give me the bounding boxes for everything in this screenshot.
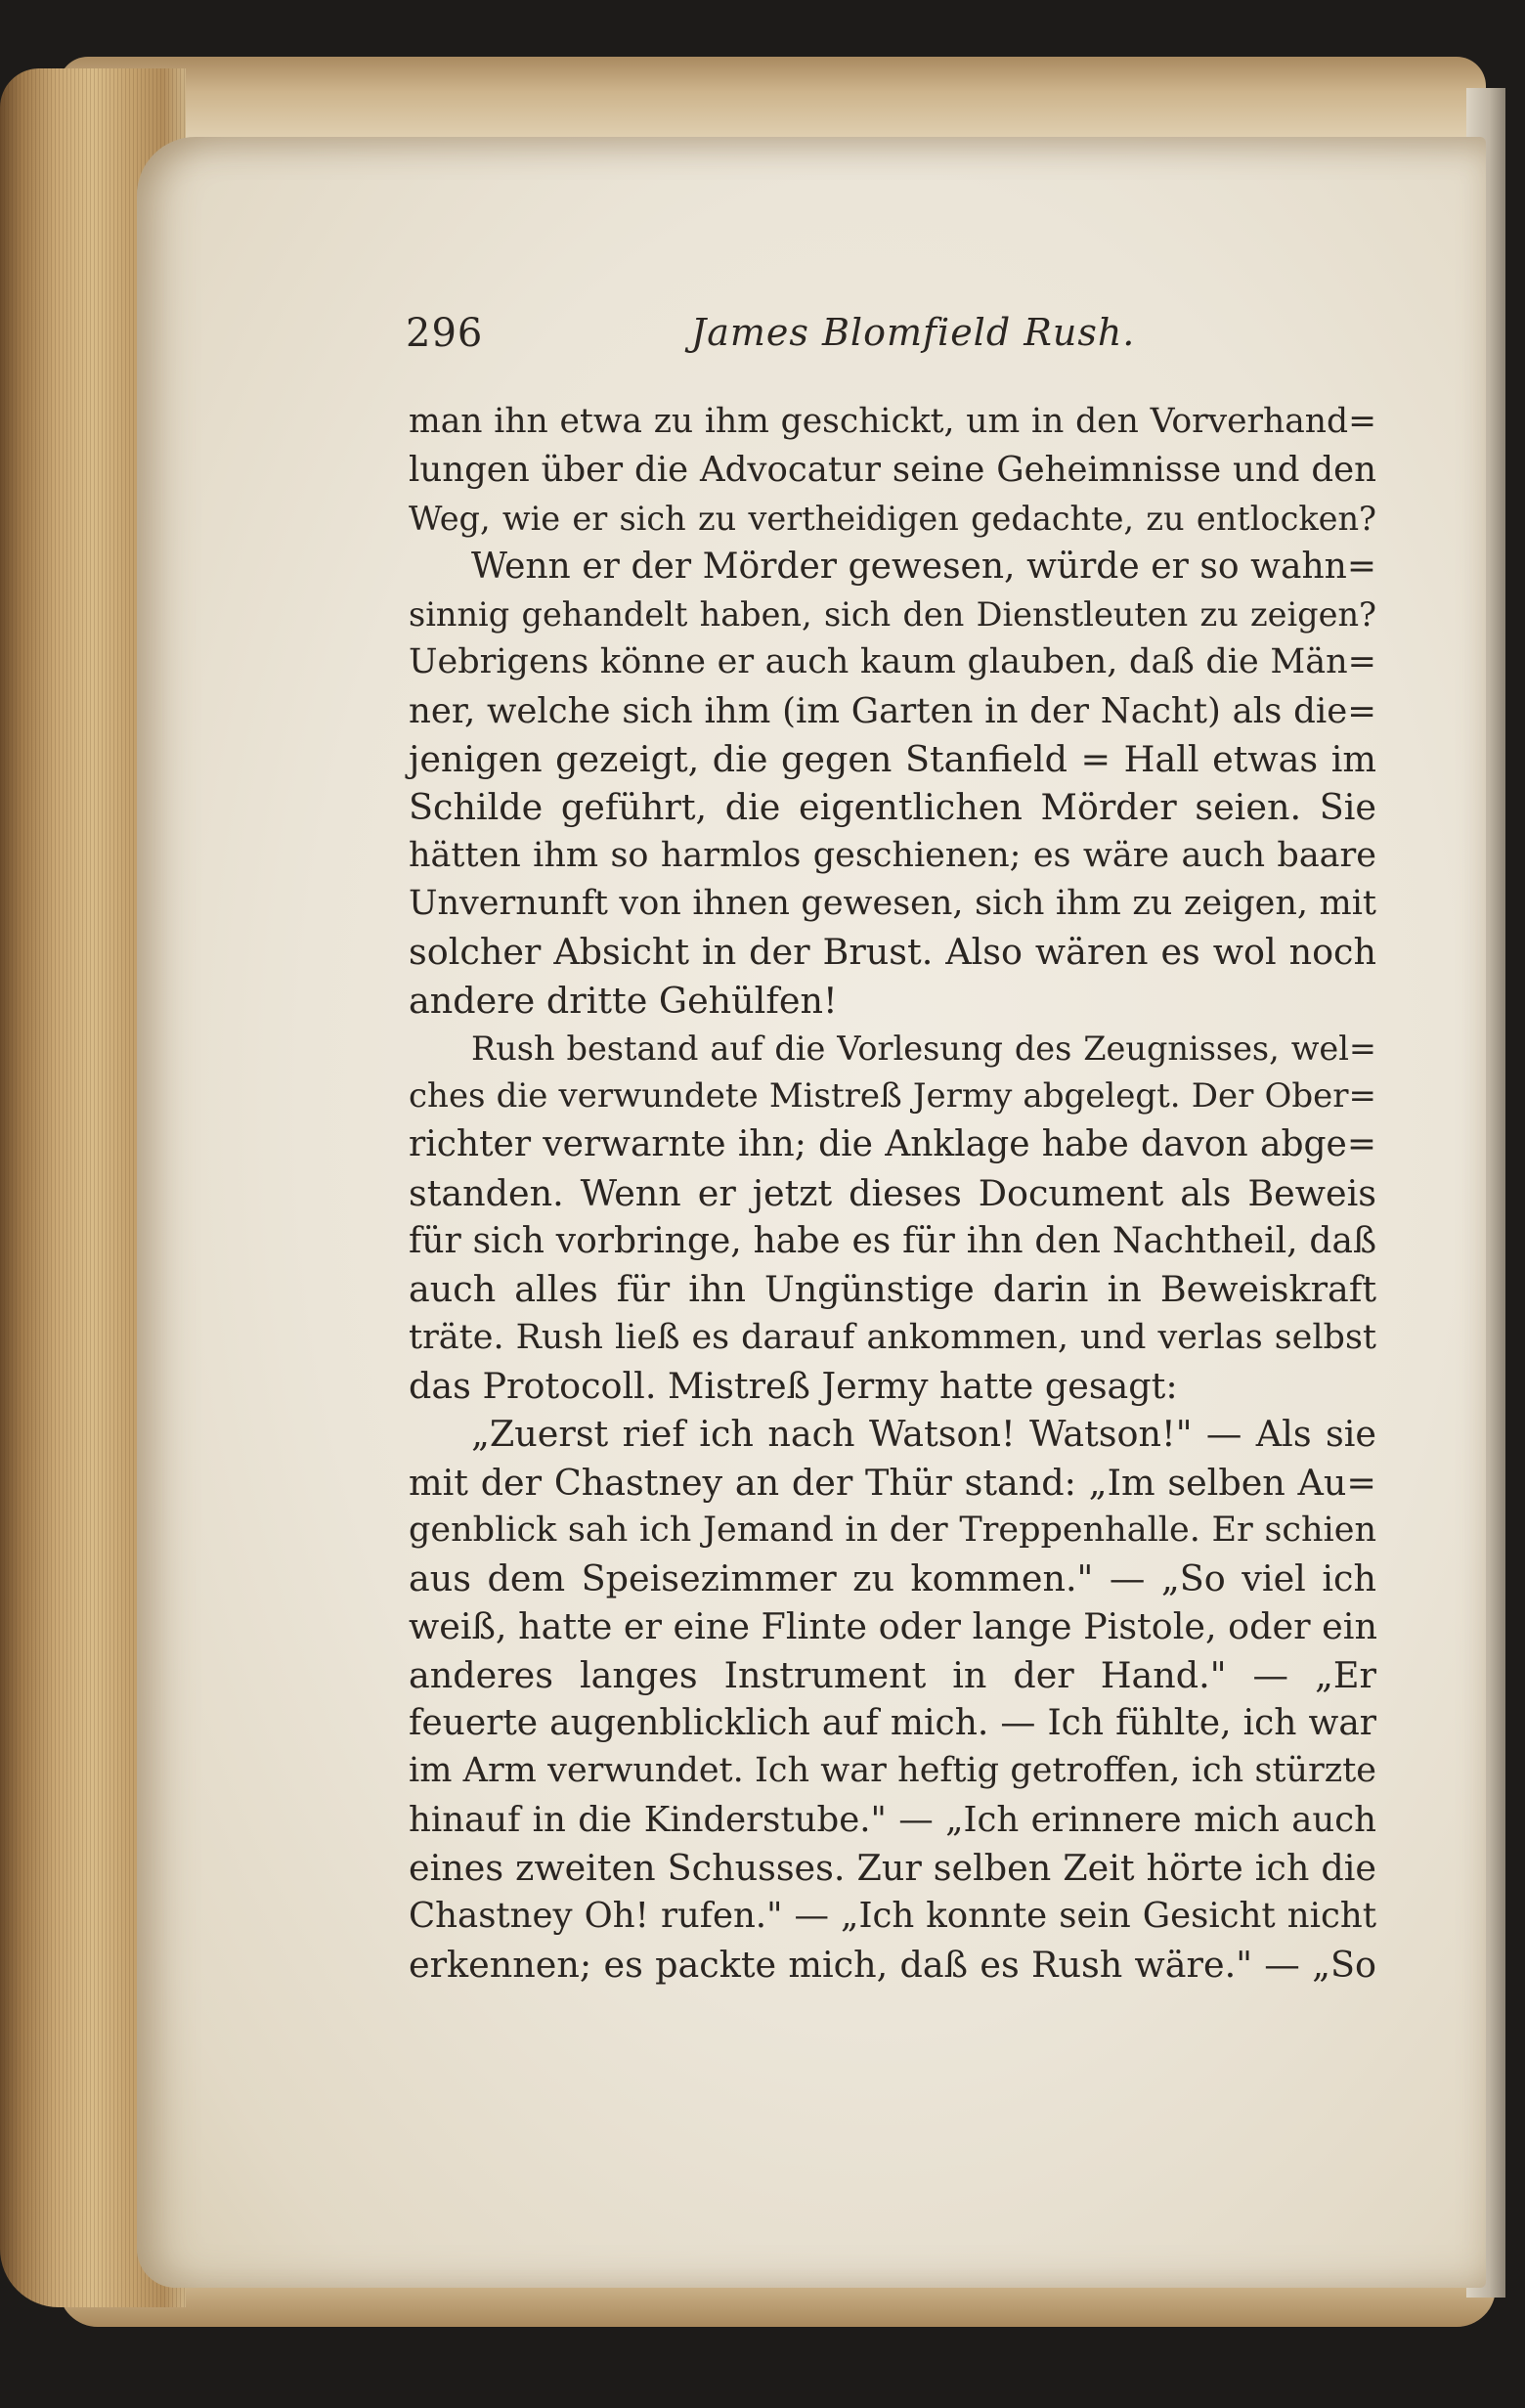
text-line: Schilde geführt, die eigentlichen Mörder seien. Sie [409, 786, 1376, 829]
text-line: Rush bestand auf die Vorlesung des Zeugnisses, wel= [471, 1029, 1376, 1068]
text-line: „Zuerst rief ich nach Watson! Watson!" — Als sie [471, 1413, 1376, 1456]
text-line: erkennen; es packte mich, daß es Rush wäre." — „So [409, 1943, 1376, 1986]
text-line: auch alles für ihn Ungünstige darin in Beweiskraft [409, 1268, 1376, 1311]
body-text [409, 398, 1376, 1989]
text-line: lungen über die Advocatur seine Geheimnisse und den [409, 450, 1376, 491]
text-line: eines zweiten Schusses. Zur selben Zeit hörte ich die [409, 1846, 1376, 1889]
text-line: jenigen gezeigt, die gegen Stanfield = Hall etwas im [409, 738, 1376, 781]
text-line: Unvernunft von ihnen gewesen, sich ihm zu zeigen, mit [409, 883, 1376, 923]
text-line: standen. Wenn er jetzt dieses Document als Beweis [409, 1171, 1376, 1214]
text-line: Chastney Oh! rufen." — „Ich konnte sein Gesicht nicht [409, 1896, 1376, 1937]
text-line: Weg, wie er sich zu vertheidigen gedachte, zu entlocken? [409, 499, 1376, 538]
text-line: für sich vorbringe, habe es für ihn den Nachtheil, daß [409, 1221, 1376, 1262]
text-line: im Arm verwundet. Ich war heftig getroffen, ich stürzte [409, 1751, 1376, 1791]
book-top-edge [59, 57, 1486, 145]
text-line: sinnig gehandelt haben, sich den Dienstleuten zu zeigen? [409, 595, 1376, 635]
text-line: solcher Absicht in der Brust. Also wären es wol noch [409, 931, 1376, 974]
text-line: träte. Rush ließ es darauf ankommen, und verlas selbst [409, 1317, 1376, 1357]
text-line: andere dritte Gehülfen! [409, 979, 838, 1022]
text-line: Wenn er der Mörder gewesen, würde er so wahn= [471, 546, 1376, 587]
text-line: man ihn etwa zu ihm geschickt, um in den Vorverhand= [409, 402, 1376, 441]
text-line: anderes langes Instrument in der Hand." — „Er [409, 1653, 1376, 1696]
text-line: hinauf in die Kinderstube." — „Ich erinnere mich auch [409, 1799, 1376, 1840]
text-line: mit der Chastney an der Thür stand: „Im selben Au= [409, 1461, 1376, 1504]
text-line: genblick sah ich Jemand in der Treppenhalle. Er schien [409, 1510, 1376, 1550]
text-line: ner, welche sich ihm (im Garten in der Nacht) als die= [409, 690, 1376, 731]
running-title: James Blomfield Rush. [691, 311, 1136, 354]
text-line: richter verwarnte ihn; die Anklage habe davon abge= [409, 1124, 1376, 1165]
text-line: aus dem Speisezimmer zu kommen." — „So viel ich [409, 1557, 1376, 1600]
text-line: hätten ihm so harmlos geschienen; es wäre auch baare [409, 835, 1376, 875]
text-line: ches die verwundete Mistreß Jermy abgelegt. Der Ober= [409, 1076, 1376, 1116]
text-line: das Protocoll. Mistreß Jermy hatte gesagt: [409, 1364, 1178, 1407]
page-number: 296 [406, 311, 484, 356]
text-line: weiß, hatte er eine Flinte oder lange Pistole, oder ein [409, 1605, 1377, 1648]
page-header [406, 311, 1136, 375]
text-line: Uebrigens könne er auch kaum glauben, daß die Män= [409, 642, 1376, 682]
text-line: feuerte augenblicklich auf mich. — Ich fühlte, ich war [409, 1703, 1376, 1744]
